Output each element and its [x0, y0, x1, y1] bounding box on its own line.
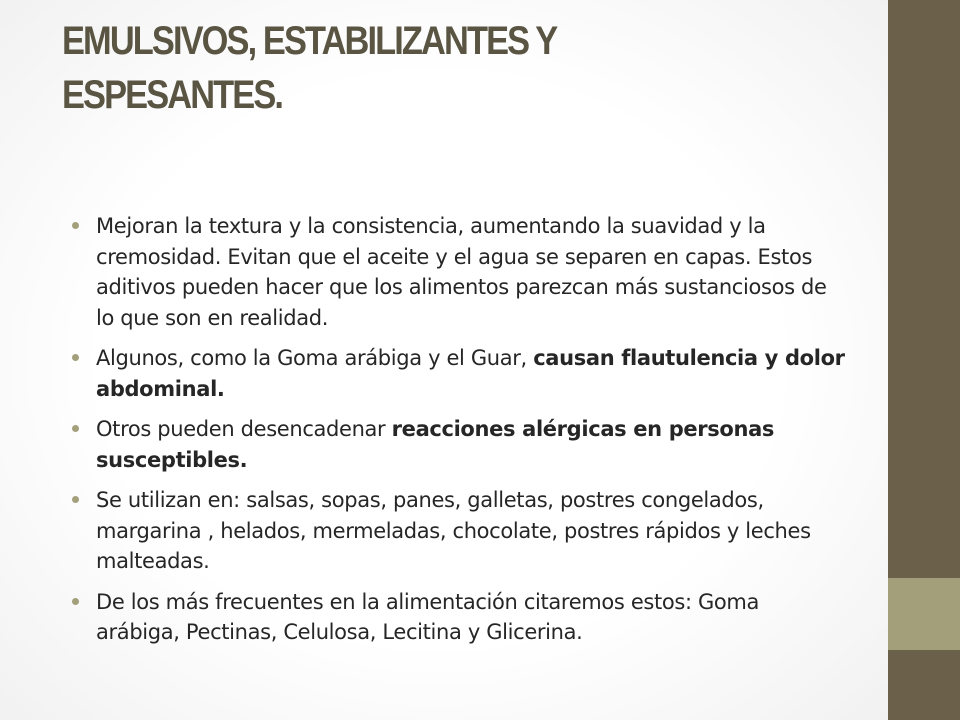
- bullet-item-textura: [72, 211, 848, 333]
- bullet-dot-icon: [72, 598, 79, 605]
- side-accent-block: [888, 578, 960, 650]
- bullet-dot-icon: [72, 222, 79, 229]
- bullet-dot-icon: [72, 425, 79, 432]
- bullet-dot-icon: [72, 354, 79, 361]
- bullet-text: De los más frecuentes en la alimentación citaremos estos: Goma arábiga, Pectinas, Celulosa, Lecitina y Glicerina.: [96, 589, 760, 644]
- slide-title: [62, 14, 750, 122]
- bullet-text: Otros pueden desencadenar: [96, 417, 392, 441]
- slide-title-line-2: ESPESANTES.: [62, 73, 283, 117]
- bullet-item-frecuentes: [72, 587, 848, 648]
- bullet-text: Se utilizan en: salsas, sopas, panes, galletas, postres congelados, margarina , helados, mermeladas, chocolate, postres rápidos y leches malteadas.: [96, 488, 811, 573]
- bullet-text: Algunos, como la Goma arábiga y el Guar,: [96, 346, 534, 370]
- bullet-bold-text: causan flautulencia y dolor abdominal.: [96, 346, 845, 401]
- bullet-item-usos: [72, 485, 848, 577]
- bullet-bold-text: reacciones alérgicas en personas susceptibles.: [96, 417, 775, 472]
- bullet-list: [72, 211, 848, 658]
- bullet-item-flatulencia: [72, 343, 848, 404]
- bullet-text: Mejoran la textura y la consistencia, aumentando la suavidad y la cremosidad. Evitan que el aceite y el agua se separen en capas. Estos aditivos pueden hacer que los alimentos parezcan más sustanciosos de lo que son en realidad.: [96, 214, 827, 330]
- bullet-item-alergias: [72, 414, 848, 475]
- bullet-dot-icon: [72, 496, 79, 503]
- slide-title-line-1: EMULSIVOS, ESTABILIZANTES Y: [62, 19, 557, 63]
